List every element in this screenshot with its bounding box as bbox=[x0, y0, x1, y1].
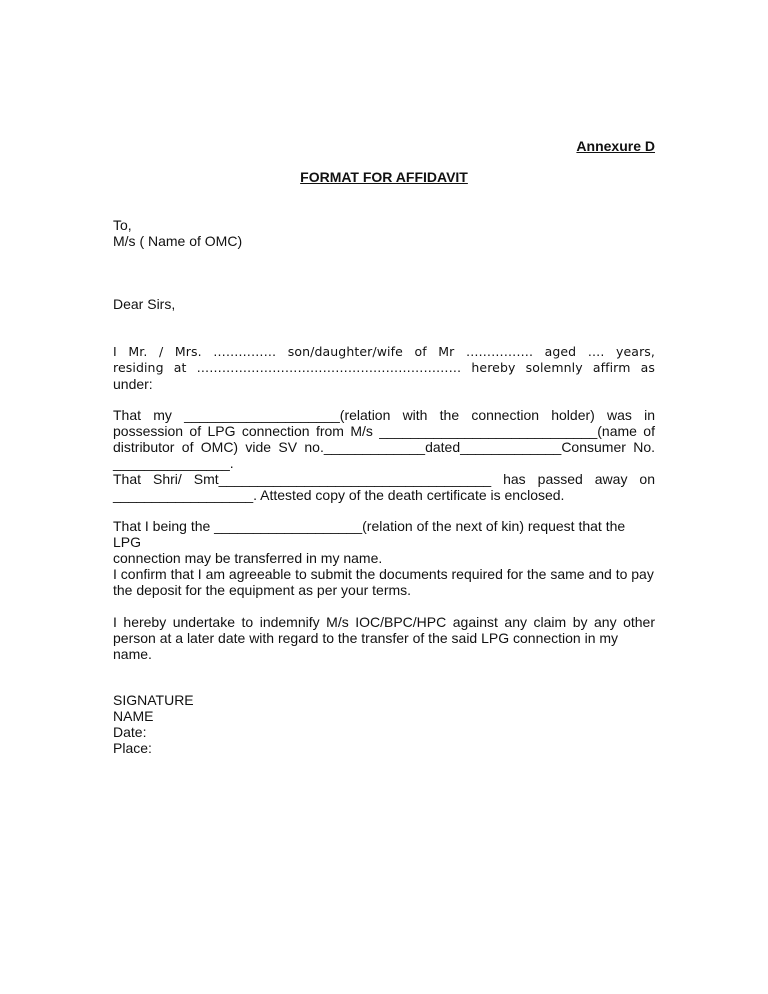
para3-line-1: I confirm that I am agreeable to submit the documents required for the same and to pay bbox=[113, 566, 654, 582]
address-ms: M/s ( Name of OMC) bbox=[113, 233, 243, 249]
para4-line-1: I hereby undertake to indemnify M/s IOC/BPC/HPC against any claim by any other bbox=[113, 614, 655, 630]
para2-line-1: That I being the ___________________(relation of the next of kin) request that the LPG bbox=[113, 518, 626, 550]
para1-line-2: possession of LPG connection from M/s ____________________________(name of bbox=[113, 423, 655, 439]
intro-line-3: under: bbox=[113, 376, 153, 392]
para1-line-3: distributor of OMC) vide SV no._____________dated_____________Consumer No. bbox=[113, 439, 655, 455]
intro-line-2: residing at ……………………………………………………… hereby solemnly affirm as bbox=[113, 360, 655, 375]
intro-paragraph bbox=[113, 344, 655, 392]
relation-paragraph bbox=[113, 407, 655, 503]
intro-line-1: I Mr. / Mrs. …………… son/daughter/wife of Mr ……………. aged …. years, bbox=[113, 344, 655, 359]
transfer-request-paragraph bbox=[113, 518, 655, 566]
para1-line-1: That my ____________________(relation with the connection holder) was in bbox=[113, 407, 655, 423]
date-label: Date: bbox=[113, 724, 147, 740]
para3-line-2: the deposit for the equipment as per your terms. bbox=[113, 582, 412, 598]
indemnity-paragraph bbox=[113, 614, 655, 662]
para1-line-6: __________________. Attested copy of the death certificate is enclosed. bbox=[113, 487, 565, 503]
para1-line-4: _______________. bbox=[113, 455, 234, 471]
address-block bbox=[113, 217, 655, 249]
signoff-block bbox=[113, 692, 655, 756]
annexure-label: Annexure D bbox=[576, 138, 655, 154]
para1-line-5: That Shri/ Smt___________________________________ has passed away on bbox=[113, 471, 655, 487]
address-to: To, bbox=[113, 217, 132, 233]
place-label: Place: bbox=[113, 740, 152, 756]
para4-line-2: person at a later date with regard to the transfer of the said LPG connection in my name. bbox=[113, 630, 619, 662]
signature-label: SIGNATURE bbox=[113, 692, 194, 708]
salutation: Dear Sirs, bbox=[113, 296, 176, 312]
para2-line-2: connection may be transferred in my name. bbox=[113, 550, 383, 566]
confirmation-paragraph bbox=[113, 566, 655, 598]
name-label: NAME bbox=[113, 708, 154, 724]
document-title: FORMAT FOR AFFIDAVIT bbox=[300, 169, 468, 185]
